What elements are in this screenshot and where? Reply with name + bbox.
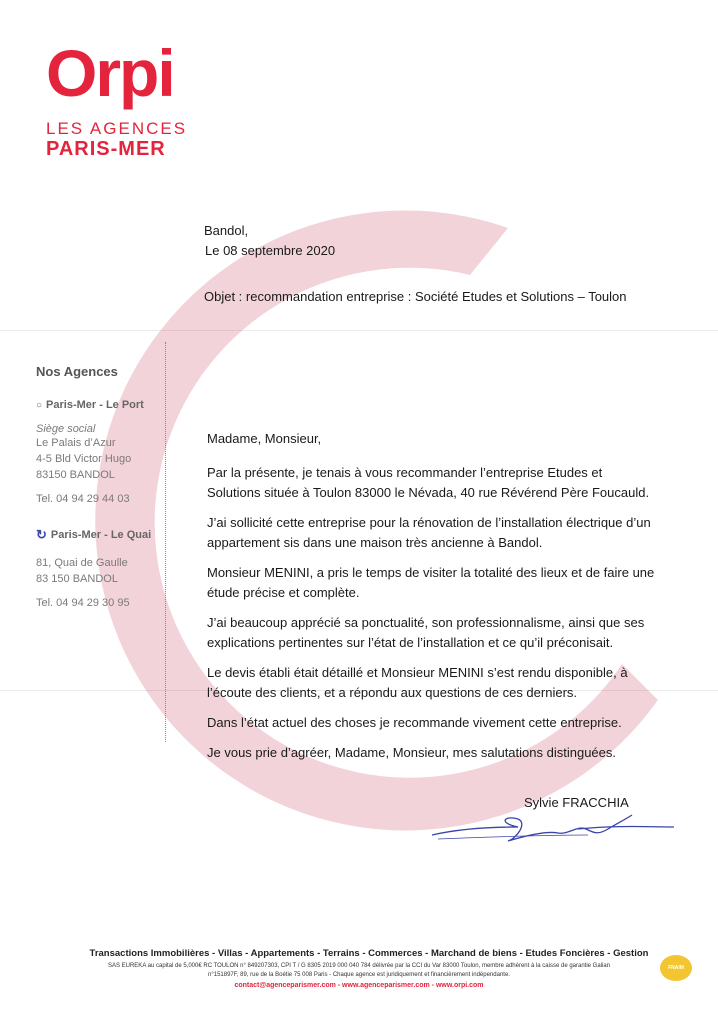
letter-paragraph: J’ai sollicité cette entreprise pour la rénovation de l’installation électrique d’un appartement sis dans une maison très ancienne à Bandol.	[207, 515, 651, 550]
brand-subtitle-2: PARIS-MER	[46, 138, 166, 160]
pen-mark-icon: ↻	[36, 527, 47, 542]
letter-salutation: Madame, Monsieur,	[207, 431, 322, 446]
agencies-sidebar	[36, 364, 166, 609]
address-line: 81, Quai de Gaulle	[36, 557, 128, 569]
date-block	[204, 221, 335, 261]
letter-place: Bandol,	[204, 223, 249, 238]
letter-paragraph: Monsieur MENINI, a pris le temps de visiter la totalité des lieux et de faire une étude précise et complète.	[207, 565, 655, 600]
brand-subtitle-1: LES AGENCES	[46, 119, 188, 138]
handwritten-signature	[428, 805, 678, 855]
footer-legal-2: n°151897F, 89, rue de la Boétie 75 008 Paris - Chaque agence est juridiquement et financièrement indépendante.	[208, 972, 510, 978]
letter-paragraph: Le devis établi était détaillé et Monsieur MENINI s’est rendu disponible, à l’écoute des clients, et a répondu aux questions de ces derniers.	[207, 665, 628, 700]
brand-logo	[46, 36, 188, 160]
agency-port-name: Paris-Mer - Le Port	[46, 399, 144, 411]
fnaim-badge-icon	[660, 955, 692, 981]
signer-name: Sylvie FRACCHIA	[524, 795, 629, 810]
agency-quai-address	[36, 555, 166, 587]
letter-paragraph: J’ai beaucoup apprécié sa ponctualité, son professionnalisme, ainsi que ses explications pertinentes sur l’état de l’installation et ce qu’il préconisait.	[207, 615, 645, 650]
address-line: 83 150 BANDOL	[36, 573, 118, 585]
agency-port-siege: Siège social	[36, 423, 96, 435]
letter-date: Le 08 septembre 2020	[205, 243, 336, 258]
agency-quai	[36, 527, 166, 609]
letter-body	[207, 429, 657, 773]
letter-paragraph: Par la présente, je tenais à vous recommander l’entreprise Etudes et Solutions située à Toulon 83000 le Névada, 40 rue Révérend Père Foucauld.	[207, 465, 650, 500]
address-line: Le Palais d’Azur	[36, 437, 116, 449]
address-line: 83150 BANDOL	[36, 469, 115, 481]
letter-paragraph: Je vous prie d’agréer, Madame, Monsieur, mes salutations distinguées.	[207, 745, 616, 760]
agency-quai-name: Paris-Mer - Le Quai	[50, 529, 152, 541]
footer-contacts: contact@agenceparismer.com - www.agenceparismer.com - www.orpi.com	[234, 982, 484, 989]
fold-line-top	[0, 330, 718, 331]
agency-port-address	[36, 435, 166, 483]
agency-port-tel: Tel. 04 94 29 44 03	[36, 493, 130, 505]
circle-bullet-icon: ○	[36, 399, 43, 411]
agency-port	[36, 399, 166, 505]
letter-paragraph: Dans l’état actuel des choses je recommande vivement cette entreprise.	[207, 715, 622, 730]
address-line: 4-5 Bld Victor Hugo	[36, 453, 132, 465]
fnaim-badge-label: FNAIM	[668, 965, 684, 971]
letter-subject: Objet : recommandation entreprise : Société Etudes et Solutions – Toulon	[204, 289, 627, 304]
footer-legal-1: SAS EUREKA au capital de 5,000€ RC TOULON n° 849207303, CPI T / G 8305 2019 000 040 784 délivrée par la CCI du Var 83000 Toulon, membre adhérent à la caisse de garantie Galian	[107, 963, 611, 969]
agency-quai-tel: Tel. 04 94 29 30 95	[36, 597, 130, 609]
orpi-logo: Orpi	[46, 36, 174, 110]
footer-activities: Transactions Immobilières - Villas - Appartements - Terrains - Commerces - Marchand de biens - Etudes Foncières - Gestion	[89, 948, 649, 959]
letter-footer	[0, 948, 718, 989]
sidebar-heading: Nos Agences	[36, 364, 118, 379]
